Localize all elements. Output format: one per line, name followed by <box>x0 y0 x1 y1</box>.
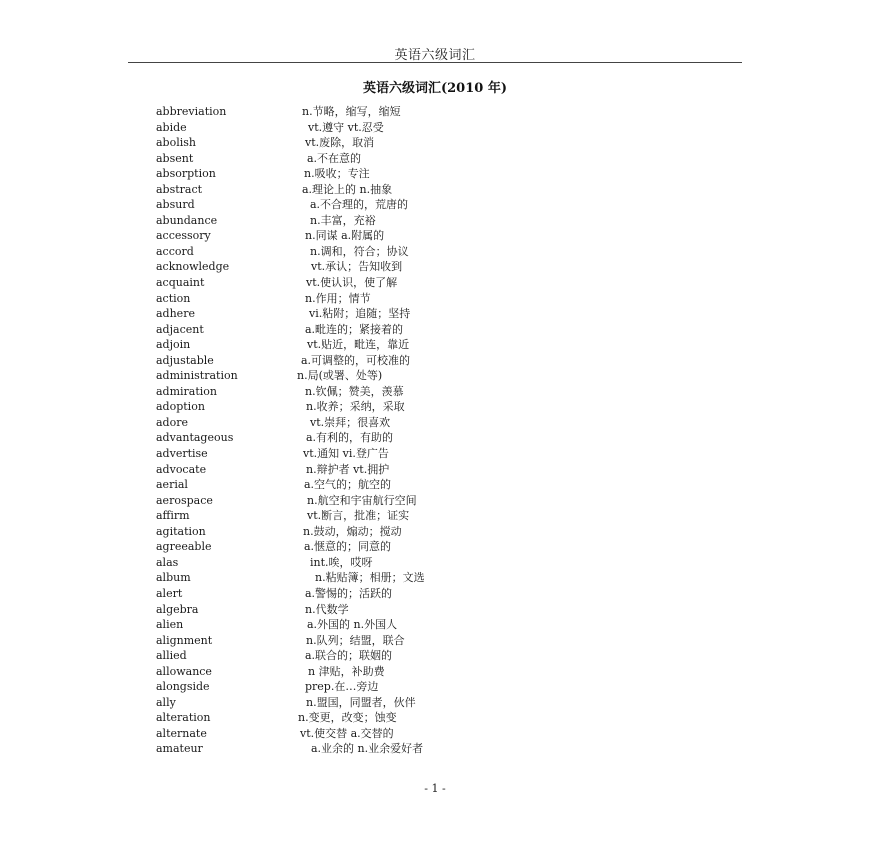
vocab-word: abolish <box>156 136 196 150</box>
vocab-word: adjustable <box>156 353 214 367</box>
vocab-definition: vt.遵守 vt.忍受 <box>308 120 384 134</box>
vocab-entry <box>0 120 870 136</box>
vocab-definition: a.不合理的，荒唐的 <box>310 198 409 212</box>
vocab-word: administration <box>156 369 238 383</box>
vocab-definition: n 津贴，补助费 <box>308 664 385 678</box>
vocab-entry <box>0 524 870 540</box>
vocab-definition: a.理论上的 n.抽象 <box>302 182 393 196</box>
vocab-word: abide <box>156 120 187 134</box>
vocab-entry <box>0 151 870 167</box>
vocab-definition: n.粘贴簿；相册；文选 <box>315 571 425 585</box>
vocab-definition: n.调和，符合；协议 <box>310 244 409 258</box>
vocab-entry <box>0 259 870 275</box>
vocab-word: allowance <box>156 664 212 678</box>
vocab-word: alternate <box>156 726 207 740</box>
vocab-definition: n.局(或署、处等) <box>297 369 383 383</box>
vocab-word: accord <box>156 244 194 258</box>
vocab-word: aerial <box>156 478 188 492</box>
vocab-entry <box>0 633 870 649</box>
vocab-definition: a.业余的 n.业余爱好者 <box>311 742 424 756</box>
vocab-word: alien <box>156 618 184 632</box>
vocab-definition: vt.贴近，毗连，靠近 <box>307 338 410 352</box>
page-number: - 1 - <box>424 782 446 795</box>
vocab-word: absurd <box>156 198 195 212</box>
vocab-word: alignment <box>156 633 213 647</box>
vocab-definition: a.外国的 n.外国人 <box>307 618 398 632</box>
vocab-entry <box>0 353 870 369</box>
vocab-entry <box>0 648 870 664</box>
vocab-word: aerospace <box>156 493 213 507</box>
vocab-entry <box>0 446 870 462</box>
vocab-word: adhere <box>156 307 195 321</box>
vocab-entry <box>0 415 870 431</box>
vocab-entry <box>0 726 870 742</box>
vocab-word: advocate <box>156 462 207 476</box>
vocab-entry <box>0 306 870 322</box>
vocab-entry <box>0 384 870 400</box>
vocab-entry <box>0 462 870 478</box>
vocabulary-list <box>0 104 870 757</box>
vocab-entry <box>0 586 870 602</box>
vocab-entry <box>0 275 870 291</box>
vocab-definition: vt.使交替 a.交替的 <box>300 726 394 740</box>
vocab-definition: a.有利的，有助的 <box>306 431 394 445</box>
vocab-entry <box>0 555 870 571</box>
vocab-entry <box>0 493 870 509</box>
vocab-word: alert <box>156 586 183 600</box>
vocab-entry <box>0 430 870 446</box>
vocab-definition: n.航空和宇宙航行空间 <box>307 493 417 507</box>
vocab-definition: vi.粘附；追随；坚持 <box>309 307 411 321</box>
vocab-definition: a.不在意的 <box>307 151 362 165</box>
vocab-entry <box>0 368 870 384</box>
vocab-entry <box>0 695 870 711</box>
vocab-definition: n.收养；采纳，采取 <box>306 400 405 414</box>
vocab-entry <box>0 508 870 524</box>
vocab-entry <box>0 679 870 695</box>
vocab-definition: vt.通知 vi.登广告 <box>303 447 389 461</box>
vocab-word: action <box>156 291 191 305</box>
vocab-entry <box>0 322 870 338</box>
vocab-definition: vt.使认识，使了解 <box>306 276 398 290</box>
vocab-definition: n.鼓动，煽动；搅动 <box>303 524 402 538</box>
vocab-definition: n.队列；结盟，联合 <box>306 633 405 647</box>
vocab-definition: n.变更，改变；蚀变 <box>298 711 397 725</box>
vocab-entry <box>0 104 870 120</box>
vocab-word: advantageous <box>156 431 234 445</box>
vocab-entry <box>0 337 870 353</box>
vocab-word: album <box>156 571 191 585</box>
vocab-entry <box>0 399 870 415</box>
vocab-entry <box>0 228 870 244</box>
vocab-word: accessory <box>156 229 211 243</box>
document-title: 英语六级词汇(2010 年) <box>362 81 507 96</box>
vocab-entry <box>0 477 870 493</box>
vocab-word: abundance <box>156 213 218 227</box>
vocab-entry <box>0 617 870 633</box>
vocab-definition: int.唉，哎呀 <box>310 555 373 569</box>
header-rule <box>128 62 742 63</box>
vocab-definition: vt.废除，取消 <box>305 136 375 150</box>
vocab-definition: vt.崇拜；很喜欢 <box>310 415 391 429</box>
vocab-word: affirm <box>156 509 190 523</box>
vocab-definition: a.警惕的；活跃的 <box>305 586 393 600</box>
vocab-entry <box>0 570 870 586</box>
vocab-word: alteration <box>156 711 211 725</box>
running-header: 英语六级词汇 <box>394 48 476 63</box>
vocab-word: abstract <box>156 182 203 196</box>
vocab-entry <box>0 182 870 198</box>
vocab-entry <box>0 602 870 618</box>
vocab-entry <box>0 244 870 260</box>
vocab-definition: vt.断言，批准；证实 <box>307 509 410 523</box>
vocab-word: amateur <box>156 742 203 756</box>
vocab-entry <box>0 213 870 229</box>
vocab-entry <box>0 166 870 182</box>
vocab-entry <box>0 741 870 757</box>
vocab-definition: n.钦佩；赞美，羡慕 <box>305 384 404 398</box>
vocab-word: advertise <box>156 447 208 461</box>
vocab-word: abbreviation <box>156 105 227 118</box>
vocab-definition: a.毗连的；紧接着的 <box>305 322 404 336</box>
vocab-definition: n.吸收；专注 <box>304 167 370 181</box>
vocab-word: acknowledge <box>156 260 230 274</box>
vocab-word: alas <box>156 555 179 569</box>
vocab-definition: a.惬意的；同意的 <box>304 540 392 554</box>
vocab-definition: n.丰富，充裕 <box>310 213 376 227</box>
vocab-word: ally <box>156 695 176 709</box>
vocab-word: absorption <box>156 167 216 181</box>
vocab-definition: a.可调整的，可校准的 <box>301 353 411 367</box>
vocab-definition: a.空气的；航空的 <box>304 478 392 492</box>
vocab-entry <box>0 135 870 151</box>
vocab-entry <box>0 710 870 726</box>
vocab-word: agitation <box>156 524 206 538</box>
vocab-definition: n.作用；情节 <box>305 291 371 305</box>
vocab-entry <box>0 197 870 213</box>
vocab-definition: n.节略，缩写，缩短 <box>302 105 401 118</box>
vocab-definition: n.辩护者 vt.拥护 <box>306 462 390 476</box>
vocab-entry <box>0 664 870 680</box>
vocab-word: acquaint <box>156 276 205 290</box>
vocab-word: adjacent <box>156 322 204 336</box>
vocab-definition: n.同谋 a.附属的 <box>305 229 385 243</box>
vocab-definition: vt.承认；告知收到 <box>311 260 403 274</box>
vocab-definition: prep.在…旁边 <box>305 680 379 694</box>
vocab-word: adjoin <box>156 338 191 352</box>
vocab-word: adoption <box>156 400 205 414</box>
vocab-word: adore <box>156 415 188 429</box>
vocab-entry <box>0 291 870 307</box>
vocab-word: agreeable <box>156 540 212 554</box>
vocab-word: admiration <box>156 384 218 398</box>
vocab-definition: n.代数学 <box>305 602 349 616</box>
vocab-entry <box>0 539 870 555</box>
vocab-definition: n.盟国，同盟者，伙伴 <box>306 695 416 709</box>
vocab-word: algebra <box>156 602 199 616</box>
vocab-definition: a.联合的；联姻的 <box>305 649 393 663</box>
vocab-word: allied <box>156 649 187 663</box>
vocab-word: absent <box>156 151 194 165</box>
vocab-word: alongside <box>156 680 210 694</box>
